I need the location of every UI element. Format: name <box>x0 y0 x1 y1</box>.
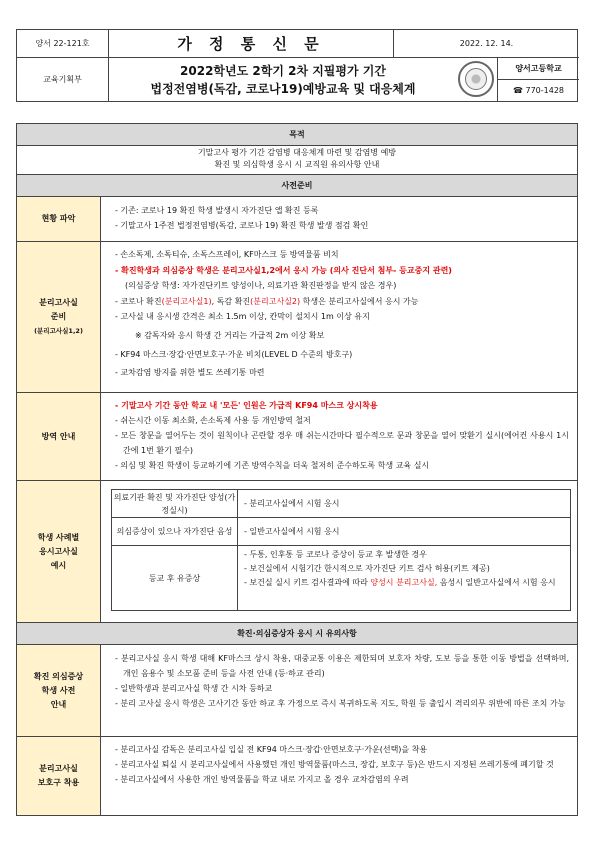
gear-item: - 분리고사실 감독은 분리고사실 입실 전 KF94 마스크·장갑·안면보호구·가운(선택)을 착용 <box>115 745 428 754</box>
purpose-line-1: 기말고사 평가 기간 감염병 대응체계 마련 및 감염병 예방 <box>197 148 397 157</box>
guide-label: 확진 의심증상 학생 사전 안내 <box>17 645 101 736</box>
isolation-label-3: (분리고사실1,2) <box>34 327 83 335</box>
gear-label: 분리고사실 보호구 착용 <box>17 737 101 815</box>
doc-title: 가 정 통 신 문 <box>109 30 394 58</box>
guide-item: - 분리 고사실 응시 학생은 고사기간 동안 하교 후 가정으로 즉시 복귀하도록 지도, 학원 등 출입시 격리의무 위반에 따른 조치 가능 <box>115 699 566 708</box>
cases-body <box>101 481 577 622</box>
department: 교육기획부 <box>17 58 109 101</box>
gear-item: - 분리고사실 퇴실 시 분리고사실에서 사용했던 개인 방역물품(마스크, 장갑, 보호구 등)은 반드시 지정된 쓰레기통에 폐기할 것 <box>115 760 554 769</box>
case-row <box>112 490 570 518</box>
gear-item: - 분리고사실에서 사용한 개인 방역물품을 학교 내로 가지고 올 경우 교차감염의 우려 <box>115 775 409 784</box>
isolation-label <box>17 242 101 392</box>
case-condition: 등교 후 유증상 <box>112 546 238 610</box>
status-body <box>101 197 577 241</box>
case-row <box>112 518 570 546</box>
quarantine-body <box>101 393 577 480</box>
status-row <box>17 197 577 242</box>
isolation-item: - 코로나 확진(분리고사실1), 독감 확진(분리고사실2) 학생은 분리고사실에서 응시 가능 <box>115 296 419 306</box>
isolation-note: ※ 감독자와 응시 학생 간 거리는 가급적 2m 이상 확보 <box>135 330 325 340</box>
subject <box>109 58 457 101</box>
case-condition: 의료기관 확진 및 자가진단 양성(가정실시) <box>112 490 238 517</box>
purpose-heading: 목적 <box>17 124 577 146</box>
subject-line-1: 2022학년도 2학기 2차 지필평가 기간 <box>180 63 386 78</box>
status-label: 현황 파악 <box>17 197 101 241</box>
case-action: - 두통, 인후통 등 코로나 증상이 등교 후 발생한 경우 - 보건실에서 시험기간 한시적으로 자가진단 키트 검사 허용(키트 제공) - 보건실 실시 키트 검사결과에 따라 양성시 분리고사실, 음성시 일반고사실에서 시험 응시 <box>244 550 556 587</box>
cases-label: 학생 사례별 응시고사실 예시 <box>17 481 101 622</box>
purpose-text <box>17 146 577 175</box>
isolation-item: (의심증상 학생: 자가진단키트 양성이나, 의료기관 확진판정을 받지 않은 경우) <box>125 281 397 291</box>
isolation-item: - 고사실 내 응시생 간격은 최소 1.5m 이상, 칸막이 설치시 1m 이상 유지 <box>115 312 370 322</box>
purpose-line-2: 확진 및 의심학생 응시 시 교직원 유의사항 안내 <box>214 160 380 169</box>
school-logo <box>457 60 495 98</box>
isolation-item-highlight: - 확진학생과 의심증상 학생은 분리고사실1,2에서 응시 가능 (의사 진단서 첨부- 등교중지 관련) <box>115 265 452 275</box>
isolation-item: - KF94 마스크·장갑·안면보호구·가운 비치(LEVEL D 수준의 방호구) <box>115 349 353 359</box>
gear-row <box>17 737 577 815</box>
doc-date: 2022. 12. 14. <box>394 30 579 58</box>
doc-number: 양서 22-121호 <box>17 30 109 58</box>
isolation-label-1: 분리고사실 <box>39 298 78 307</box>
prep-heading: 사전준비 <box>17 175 577 197</box>
case-action: - 일반고사실에서 시험 응시 <box>244 526 340 536</box>
cases-table <box>111 489 571 611</box>
guide-item: - 일반학생과 분리고사실 학생 간 시차 등하교 <box>115 684 273 693</box>
status-item: - 기말고사 1주전 법정전염병(독감, 코로나 19) 확진 학생 발생 점검 확인 <box>115 221 369 230</box>
isolation-item: - 손소독제, 소독티슈, 소독스프레이, KF마스크 등 방역물품 비치 <box>115 250 339 259</box>
school-seal-icon <box>458 61 494 97</box>
isolation-label-2: 준비 <box>50 312 67 321</box>
cases-row <box>17 481 577 623</box>
isolation-body <box>101 242 577 392</box>
quarantine-item: - 의심 및 확진 학생이 등교하기에 기존 방역수칙을 더욱 철저히 준수하도록 학생 교육 실시 <box>115 461 430 470</box>
main-table <box>16 123 578 816</box>
header-table <box>16 29 578 102</box>
quarantine-item: - 쉬는시간 이동 최소화, 손소독제 사용 등 개인방역 철저 <box>115 416 311 425</box>
school-name: 양서고등학교 <box>497 58 579 80</box>
quarantine-item-highlight: - 기말고사 기간 동안 학교 내 '모든' 인원은 가급적 KF94 마스크 상시착용 <box>115 401 378 410</box>
case-action: - 분리고사실에서 시험 응시 <box>244 498 340 508</box>
guide-row <box>17 645 577 737</box>
status-item: - 기존: 코로나 19 확진 학생 발생시 자가진단 앱 확진 등록 <box>115 206 319 215</box>
quarantine-row <box>17 393 577 481</box>
school-phone: ☎ 770-1428 <box>497 80 579 101</box>
isolation-row <box>17 242 577 393</box>
quarantine-label: 방역 안내 <box>17 393 101 480</box>
notes-heading: 확진·의심증상자 응시 시 유의사항 <box>17 623 577 645</box>
case-row <box>112 546 570 610</box>
quarantine-item: - 모든 창문을 열어두는 것이 원칙이나 곤란할 경우 매 쉬는시간마다 필수적으로 문과 창문을 열어 맞환기 실시(에어컨 사용시 1시간에 1번 환기 필수) <box>115 431 569 455</box>
guide-item: - 분리고사실 응시 학생 대해 KF마스크 상시 착용, 대중교통 이용은 제한되며 보호자 차량, 도보 등을 통한 이동 방법을 선택하며, 개인 음용수 및 소모품 준비 등을 사전 안내 (등·하교 관리) <box>115 654 569 678</box>
gear-body <box>101 737 577 815</box>
subject-line-2: 법정전염병(독감, 코로나19)예방교육 및 대응체계 <box>150 81 416 96</box>
guide-body <box>101 645 577 736</box>
case-condition: 의심증상이 있으나 자가진단 음성 <box>112 518 238 545</box>
isolation-item: - 교차감염 방지를 위한 별도 쓰레기통 마련 <box>115 368 265 378</box>
